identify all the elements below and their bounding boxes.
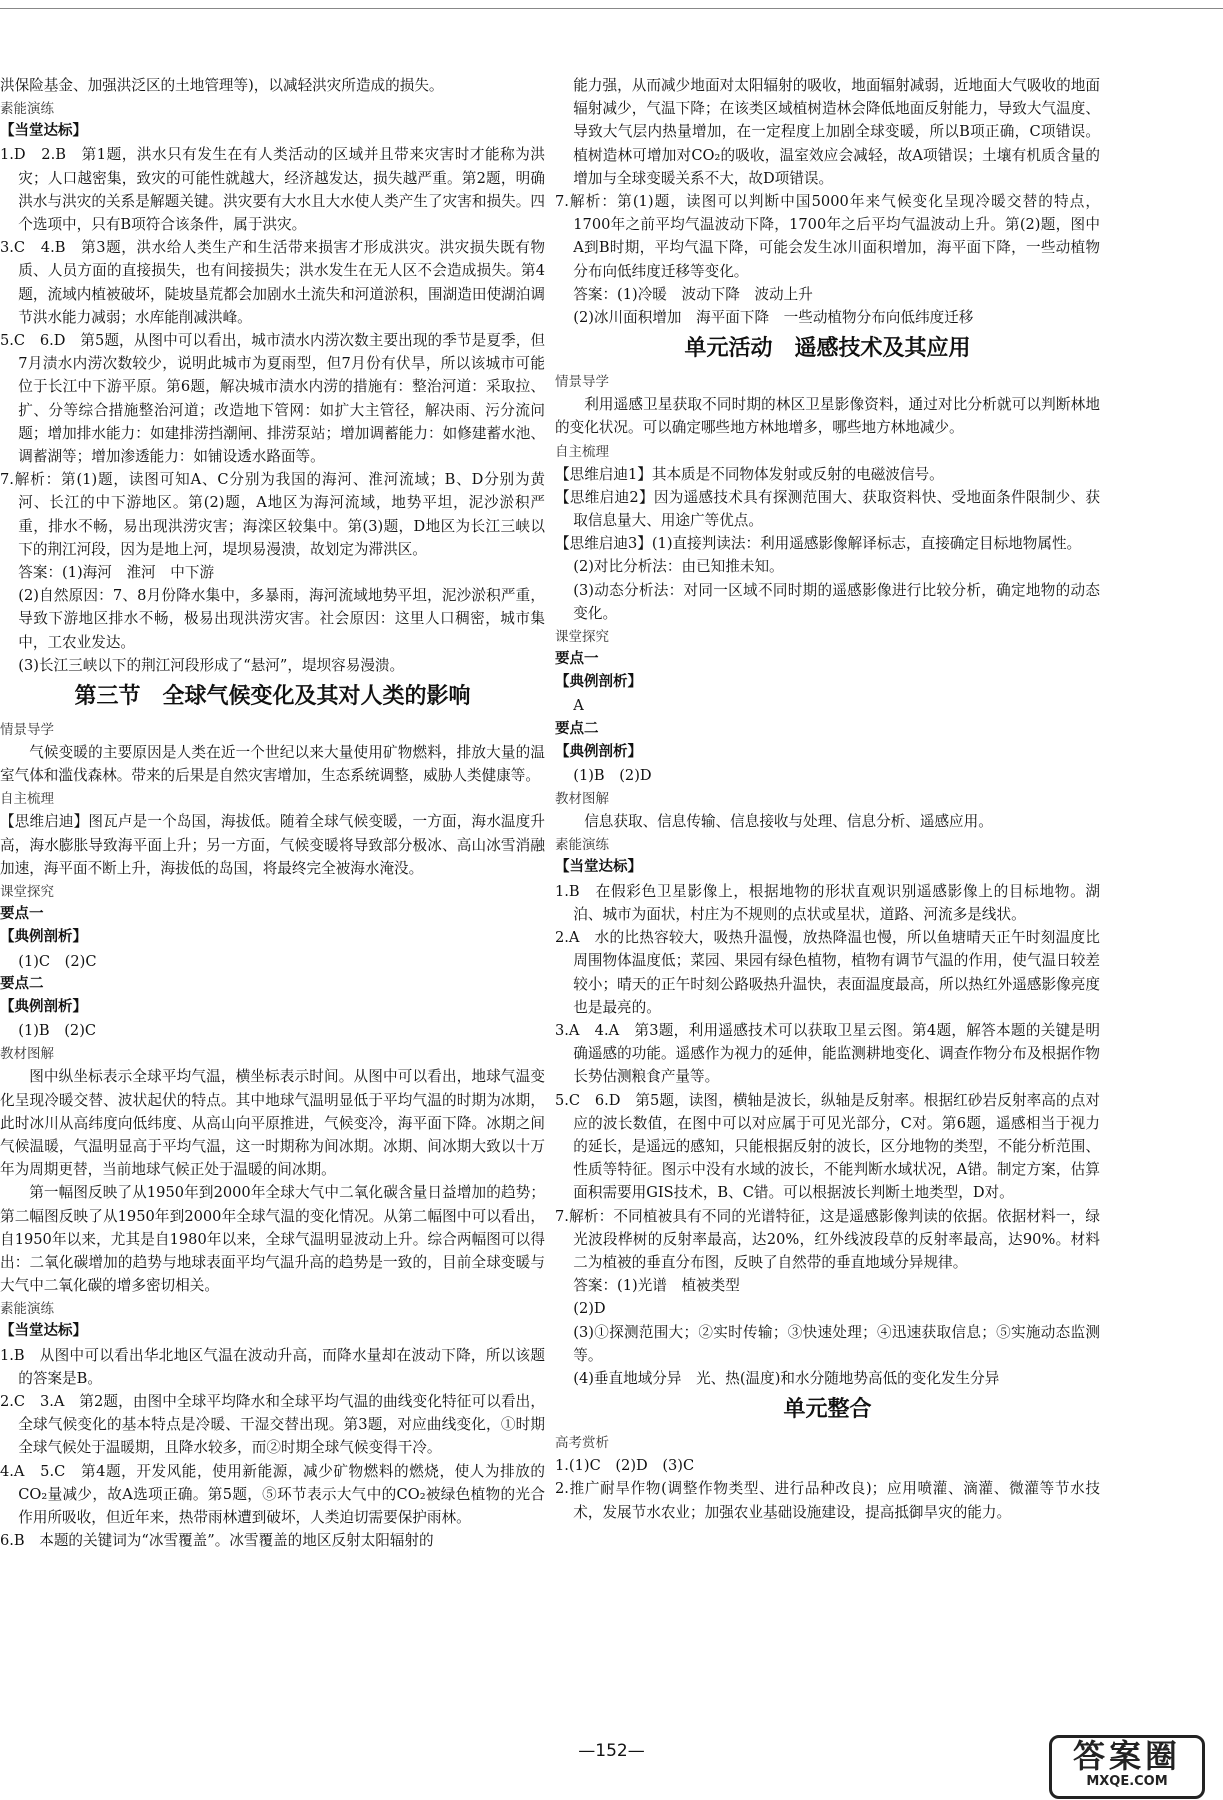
answer-item: 【思维启迪3】(1)直接判读法：利用遥感影像解译标志，直接确定目标地物属性。 — [555, 535, 1082, 553]
section-heading: 单元整合 — [783, 1397, 872, 1423]
section-tag: 【当堂达标】 — [0, 123, 87, 140]
answer-item: 5.C 6.D 第5题，读图，横轴是波长，纵轴是反射率。根据红砂岩反射率高的点对应的波长数值，在图中可以对应属于可见光部分，C对。第6题，遥感相当于视力的延长，是遥远的感知，只能根据反射的波长，区分地物的类型，不能分析范围、性质等特征。图示中没有水域的波长，不能判断水域状况，A错。制定方案，估算面积需要用GIS技术，B、C错。可以根据波长判断土地类型，D对。 — [555, 1091, 1100, 1202]
answer-item: 5.C 6.D 第5题，从图中可以看出，城市渍水内涝次数主要出现的季节是夏季，但7月渍水内涝次数较少，说明此城市为夏雨型，但7月份有伏旱，所以该城市可能位于长江中下游平原。第6题，解决城市渍水内涝的措施有：整治河道：采取拉、扩、分等综合措施整治河道；改造地下管网：如扩大主管径，解决雨、污分流问题；增加排水能力：如建排涝挡潮闸、排涝泵站；增加调蓄能力：如修建蓄水池、调蓄湖等；增加渗透能力：如铺设透水路面等。 — [0, 332, 545, 466]
paragraph: 【思维启迪1】其本质是不同物体发射或反射的电磁波信号。 — [555, 465, 944, 483]
section-label: 情景导学 — [0, 722, 54, 739]
answer-line: (1)B (2)C — [18, 1022, 97, 1040]
left-column — [0, 74, 545, 1552]
answer-line: 答案：(1)冷暖 波动下降 波动上升 — [573, 285, 813, 303]
section-label: 自主梳理 — [555, 443, 609, 460]
section-label: 素能演练 — [0, 1301, 54, 1318]
section-label: 自主梳理 — [0, 791, 54, 808]
answer-item: 4.A 5.C 第4题，开发风能，使用新能源，减少矿物燃料的燃烧，使人为排放的CO₂量减少，故A选项正确。第5题，⑤环节表示大气中的CO₂被绿色植物的光合作用所吸收，但近年来，热带雨林遭到破坏，人类迫切需要保护雨林。 — [0, 1462, 545, 1526]
section-label: 素能演练 — [555, 837, 609, 854]
answer-line: (1)B (2)D — [573, 767, 652, 785]
answer-line: (2)自然原因：7、8月份降水集中，多暴雨，海河流域地势平坦，泥沙淤积严重，导致下游地区排水不畅，极易出现洪涝灾害。社会原因：这里人口稠密，城市集中，工农业发达。 — [18, 587, 545, 651]
answer-item: 6.B 本题的关键词为“冰雪覆盖”。冰雪覆盖的地区反射太阳辐射的 — [0, 1532, 434, 1550]
section-label: 课堂探究 — [555, 629, 609, 646]
answer-item: 2.推广耐旱作物(调整作物类型、进行品种改良)；应用喷灌、滴灌、微灌等节水技术，发展节水农业；加强农业基础设施建设，提高抵御旱灾的能力。 — [555, 1480, 1100, 1521]
answer-item: 【思维启迪2】因为遥感技术具有探测范围大、获取资料快、受地面条件限制少、获取信息量大、用途广等优点。 — [555, 488, 1100, 530]
answer-line: (2)冰川面积增加 海平面下降 一些动植物分布向低纬度迁移 — [573, 309, 974, 327]
answer-line: (1)C (2)C — [18, 952, 97, 970]
watermark-url: MXQE.COM — [1086, 1774, 1168, 1789]
answer-line: 答案：(1)海河 淮河 中下游 — [18, 564, 215, 582]
answer-item: 3.A 4.A 第3题，利用遥感技术可以获取卫星云图。第4题，解答本题的关键是明确遥感的功能。遥感作为视力的延伸，能监测耕地变化、调查作物分布及根据作物长势估测粮食产量等。 — [555, 1021, 1100, 1086]
answer-item: 3.C 4.B 第3题，洪水给人类生产和生活带来损害才形成洪灾。洪灾损失既有物质、人员方面的直接损失，也有间接损失；洪水发生在无人区不会造成损失。第4题，流域内植被破坏，陡坡垦荒都会加剧水土流失和河道淤积，围湖造田使湖泊调节洪水能力减弱；水库能削减洪峰。 — [0, 239, 545, 326]
section-label: 高考赏析 — [555, 1435, 609, 1452]
section-label: 情景导学 — [555, 374, 609, 391]
section-tag: 【当堂达标】 — [555, 859, 642, 876]
section-tag: 【典例剖析】 — [555, 674, 642, 691]
answer-line: A — [573, 697, 584, 715]
answer-line: (4)垂直地域分异 光、热(温度)和水分随地势高低的变化发生分异 — [573, 1369, 1000, 1387]
watermark-text: 答案圈 — [1072, 1737, 1181, 1775]
answer-line: 答案：(1)光谱 植被类型 — [573, 1277, 740, 1295]
answer-line: (3)动态分析法：对同一区域不同时期的遥感影像进行比较分析，确定地物的动态变化。 — [573, 581, 1100, 622]
answer-line: 能力强，从而减少地面对太阳辐射的吸收，地面辐射减弱，近地面大气吸收的地面辐射减少，气温下降；在该类区域植树造林会降低地面反射能力，导致大气温度、导致大气层内热量增加，在一定程度上加剧全球变暖，所以B项正确，C项错误。植树造林可增加对CO₂的吸收，温室效应会减轻，故A项错误；土壤有机质含量的增加与全球变暖关系不大，故D项错误。 — [573, 77, 1100, 187]
answer-item: 7.解析：不同植被具有不同的光谱特征，这是遥感影像判读的依据。依据材料一，绿光波段桦树的反射率最高，达20%，红外线波段草的反射率最高，达90%。材料二为植被的垂直分布图，反映了自然带的垂直地域分异规律。 — [555, 1207, 1100, 1271]
paragraph: 气候变暖的主要原因是人类在近一个世纪以来大量使用矿物燃料，排放大量的温室气体和滥伐森林。带来的后果是自然灾害增加，生态系统调整，威胁人类健康等。 — [0, 744, 545, 785]
section-label: 教材图解 — [0, 1046, 54, 1063]
section-label: 素能演练 — [0, 101, 54, 118]
paragraph: 【思维启迪】图瓦卢是一个岛国，海拔低。随着全球气候变暖，一方面，海水温度升高，海水膨胀导致海平面上升；另一方面，气候变暖将导致部分极冰、高山冰雪消融加速，海平面不断上升，海拔低的岛国，将最终完全被海水淹没。 — [0, 813, 545, 877]
answer-line: (3)长江三峡以下的荆江河段形成了“悬河”，堤坝容易漫溃。 — [18, 656, 405, 674]
answer-item: 1.B 在假彩色卫星影像上，根据地物的形状直观识别遥感影像上的目标地物。湖泊、城市为面状，村庄为不规则的点状或星状，道路、河流多是线状。 — [555, 882, 1100, 923]
answer-item: 2.A 水的比热容较大，吸热升温慢，放热降温也慢，所以鱼塘晴天正午时刻温度比周围物体温度低；菜园、果园有绿色植物，植物有调节气温的作用，使气温日较差较小；晴天的正午时刻公路吸热升温快，表面温度最高，所以热红外遥感影像亮度也是最亮的。 — [555, 929, 1100, 1016]
answer-item: 2.C 3.A 第2题，由图中全球平均降水和全球平均气温的曲线变化特征可以看出，全球气候变化的基本特点是冷暖、干湿交替出现。第3题，对应曲线变化，①时期全球气候处于温暖期，且降水较多，而②时期全球气候变得干冷。 — [0, 1392, 545, 1457]
paragraph: 图中纵坐标表示全球平均气温，横坐标表示时间。从图中可以看出，地球气温变化呈现冷暖交替、波状起伏的特点。其中地球气温明显低于平均气温的时期为冰期，此时冰川从高纬度向低纬度、从高山向平原推进，气候变冷，海平面下降。冰期之间气候温暖，气温明显高于平均气温，这一时期称为间冰期。冰期、间冰期大致以十万年为周期更替，当前地球气候正处于温暖的间冰期。 — [0, 1068, 545, 1179]
paragraph: 信息获取、信息传输、信息接收与处理、信息分析、遥感应用。 — [584, 813, 993, 831]
watermark-logo — [1049, 1735, 1205, 1799]
section-tag: 【当堂达标】 — [0, 1323, 87, 1340]
paragraph: 洪保险基金、加强洪泛区的土地管理等)，以减轻洪灾所造成的损失。 — [0, 77, 444, 94]
section-heading: 第三节 全球气候变化及其对人类的影响 — [74, 684, 471, 710]
right-column — [555, 74, 1100, 1524]
section-tag: 【典例剖析】 — [0, 998, 87, 1015]
section-tag: 【典例剖析】 — [555, 743, 642, 760]
section-label: 教材图解 — [555, 791, 609, 808]
answer-line: (2)D — [573, 1300, 606, 1318]
answer-line: (2)对比分析法：由已知推未知。 — [573, 558, 784, 576]
section-tag: 【典例剖析】 — [0, 929, 87, 946]
answer-item: 1.B 从图中可以看出华北地区气温在波动升高，而降水量却在波动下降，所以该题的答案是B。 — [0, 1346, 545, 1387]
answer-item: 7.解析：第(1)题，读图可以判断中国5000年来气候变化呈现冷暖交替的特点，1700年之前平均气温波动下降，1700年之后平均气温波动上升。第(2)题，图中A到B时期，平均气温下降，可能会发生冰川面积增加，海平面下降，一些动植物分布向低纬度迁移等变化。 — [555, 193, 1100, 280]
paragraph: 利用遥感卫星获取不同时期的林区卫星影像资料，通过对比分析就可以判断林地的变化状况。可以确定哪些地方林地增多，哪些地方林地减少。 — [555, 396, 1100, 437]
section-tag: 要点二 — [0, 975, 44, 992]
section-label: 课堂探究 — [0, 884, 54, 901]
section-tag: 要点二 — [555, 720, 599, 737]
answer-item: 1.(1)C (2)D (3)C — [555, 1457, 695, 1475]
top-rule — [0, 8, 1223, 9]
page-number: —152— — [578, 1741, 645, 1761]
answer-item: 1.D 2.B 第1题，洪水只有发生在有人类活动的区域并且带来灾害时才能称为洪灾；人口越密集，致灾的可能性就越大，经济越发达，损失越严重。第2题，明确洪水与洪灾的关系是解题关键。洪灾要有大水且大水使人类产生了灾害和损失。四个选项中，只有B项符合该条件，属于洪灾。 — [0, 146, 545, 234]
answer-item: 7.解析：第(1)题，读图可知A、C分别为我国的海河、淮河流域；B、D分别为黄河、长江的中下游地区。第(2)题，A地区为海河流域，地势平坦，泥沙淤积严重，排水不畅，易出现洪涝灾害；海滦区较集中。第(3)题，D地区为长江三峡以下的荆江河段，因为是地上河，堤坝易漫溃，故划定为滞洪区。 — [0, 471, 545, 558]
section-tag: 要点一 — [555, 651, 599, 668]
section-tag: 要点一 — [0, 906, 44, 923]
paragraph: 第一幅图反映了从1950年到2000年全球大气中二氧化碳含量日益增加的趋势；第二幅图反映了从1950年到2000年全球气温的变化情况。从第二幅图中可以看出，自1950年以来，尤其是自1980年以来，全球气温明显波动上升。综合两幅图可以得出：二氧化碳增加的趋势与地球表面平均气温升高的趋势是一致的，目前全球变暖与大气中二氧化碳的增多密切相关。 — [0, 1184, 545, 1295]
answer-line: (3)①探测范围大；②实时传输；③快速处理；④迅速获取信息；⑤实施动态监测等。 — [573, 1323, 1100, 1364]
section-heading: 单元活动 遥感技术及其应用 — [684, 336, 971, 362]
